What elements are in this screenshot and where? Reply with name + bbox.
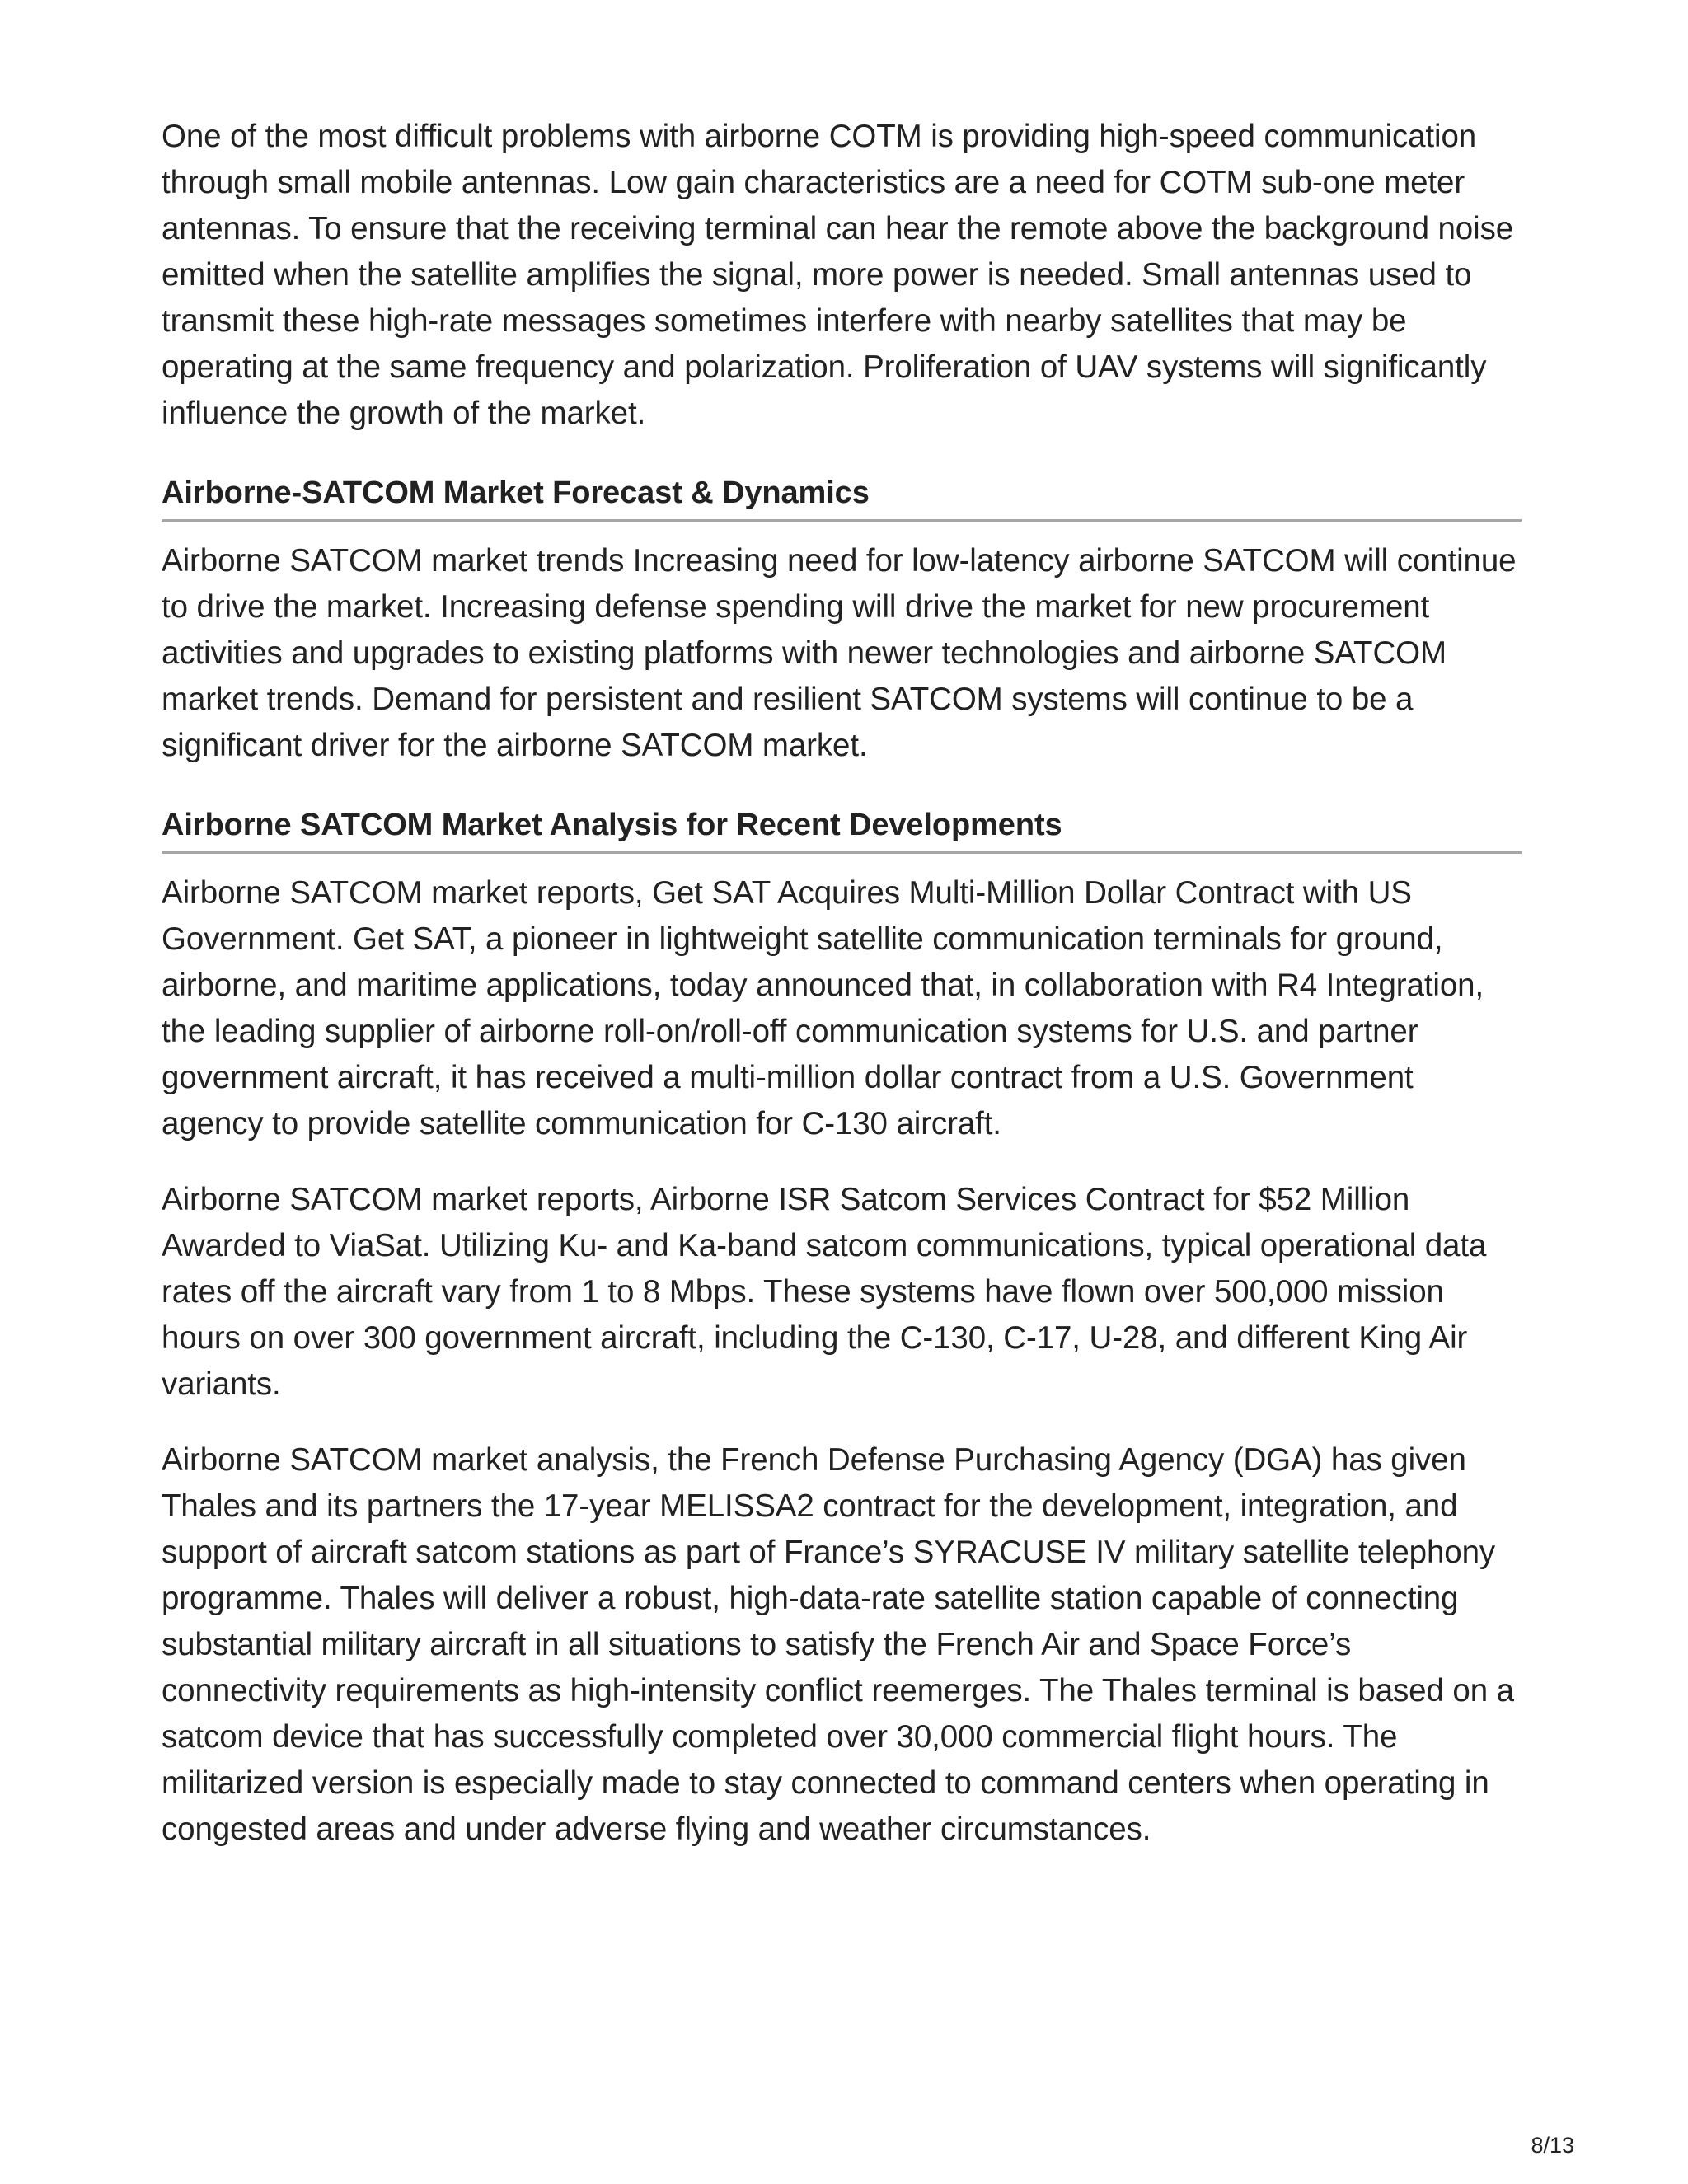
section-forecast-dynamics bbox=[162, 470, 1522, 769]
heading-divider bbox=[162, 851, 1522, 854]
document-body bbox=[162, 114, 1522, 1853]
section-paragraph: Airborne SATCOM market analysis, the French Defense Purchasing Agency (DGA) has given Thales and its partners the 17-year MELISSA2 contract for the development, integration, and support of aircraft satcom stations as part of France’s SYRACUSE IV military satellite telephony programme. Thales will deliver a robust, high-data-rate satellite station capable of connecting substantial military aircraft in all situations to satisfy the French Air and Space Force’s connectivity requirements as high-intensity conflict reemerges. The Thales terminal is based on a satcom device that has successfully completed over 30,000 commercial flight hours. The militarized version is especially made to stay connected to command centers when operating in congested areas and under adverse flying and weather circumstances. bbox=[162, 1442, 1514, 1847]
section-paragraph: Airborne SATCOM market reports, Airborne ISR Satcom Services Contract for $52 Million Awarded to ViaSat. Utilizing Ku- and Ka-band satcom communications, typical operational data rates off the aircraft vary from 1 to 8 Mbps. These systems have flown over 500,000 mission hours on over 300 government aircraft, including the C-130, C-17, U-28, and different King Air variants. bbox=[162, 1182, 1487, 1402]
section-heading: Airborne-SATCOM Market Forecast & Dynamics bbox=[162, 476, 870, 510]
section-heading: Airborne SATCOM Market Analysis for Recent Developments bbox=[162, 808, 1062, 842]
section-paragraph: Airborne SATCOM market reports, Get SAT Acquires Multi-Million Dollar Contract with US Government. Get SAT, a pioneer in lightweight satellite communication terminals for ground, airborne, and maritime applications, today announced that, in collaboration with R4 Integration, the leading supplier of airborne roll-on/roll-off communication systems for U.S. and partner government aircraft, it has received a multi-million dollar contract from a U.S. Government agency to provide satellite communication for C-130 aircraft. bbox=[162, 875, 1484, 1141]
heading-divider bbox=[162, 519, 1522, 522]
page-number: 8/13 bbox=[1531, 2133, 1574, 2158]
intro-paragraph: One of the most difficult problems with airborne COTM is providing high-speed communication through small mobile antennas. Low gain characteristics are a need for COTM sub-one meter antennas. To ensure that the receiving terminal can hear the remote above the background noise emitted when the satellite amplifies the signal, more power is needed. Small antennas used to transmit these high-rate messages sometimes interfere with nearby satellites that may be operating at the same frequency and polarization. Proliferation of UAV systems will significantly influence the growth of the market. bbox=[162, 119, 1514, 431]
section-recent-developments bbox=[162, 802, 1522, 1853]
section-paragraph: Airborne SATCOM market trends Increasing need for low-latency airborne SATCOM will continue to drive the market. Increasing defense spending will drive the market for new procurement activities and upgrades to existing platforms with newer technologies and airborne SATCOM market trends. Demand for persistent and resilient SATCOM systems will continue to be a significant driver for the airborne SATCOM market. bbox=[162, 543, 1517, 763]
